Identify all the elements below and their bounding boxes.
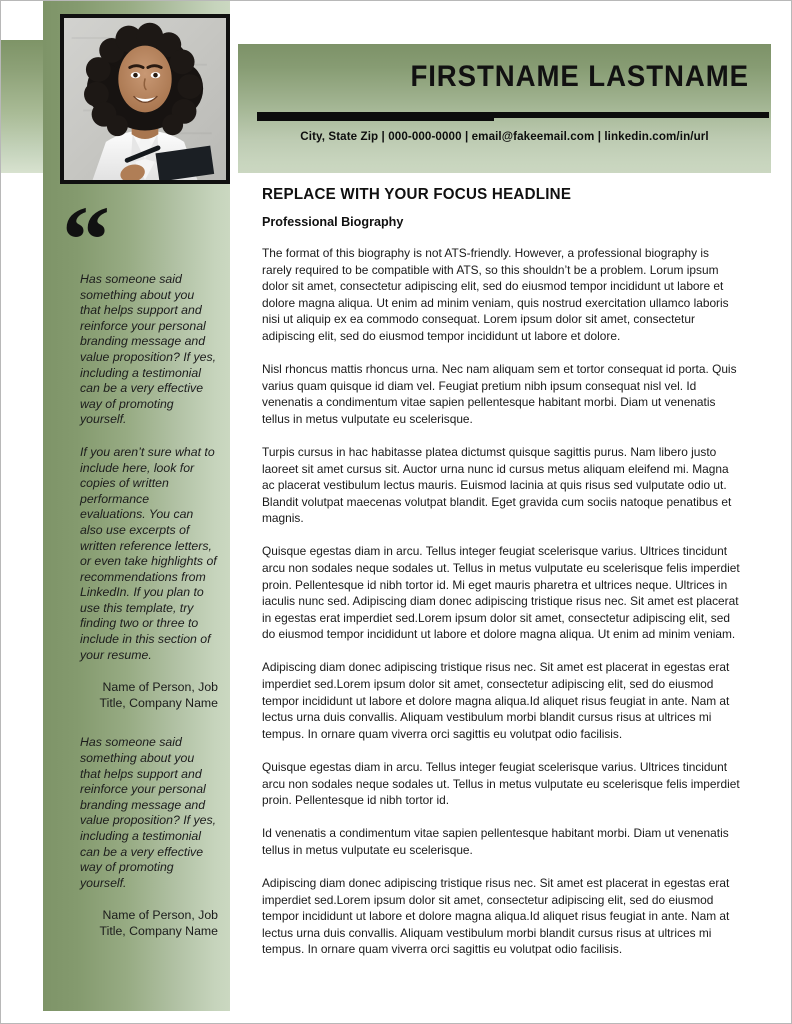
testimonial-text-3: Has someone said something about you that helps support and reinforce your personal branding message and value proposition? If yes, including a testimonial can be a very effective way of promoting yourself. xyxy=(80,735,217,890)
header-rule-thin xyxy=(257,118,494,121)
quote-mark-icon: “ xyxy=(62,186,108,293)
testimonial-text-1: Has someone said something about you that helps support and reinforce your personal branding message and value proposition? If yes, including a testimonial can be a very effective way of promoting yourself. xyxy=(80,272,217,427)
page-title: FIRSTNAME LASTNAME xyxy=(410,60,749,93)
contact-info: City, State Zip | 000-000-0000 | email@fakeemail.com | linkedin.com/in/url xyxy=(300,130,709,143)
portrait-photo-frame xyxy=(60,14,230,184)
testimonial-attribution-3: Name of Person, Job Title, Company Name xyxy=(99,908,218,938)
left-accent-band xyxy=(0,40,43,173)
testimonial-attribution-2: Name of Person, Job Title, Company Name xyxy=(99,680,218,710)
biography-paragraph: Quisque egestas diam in arcu. Tellus integer feugiat scelerisque varius. Ultrices tincidunt arcu non sodales neque sodales ut. Tellus in metus vulputate eu scelerisque felis imperdiet proin. Pellentesque id nibh tortor id. xyxy=(262,759,740,808)
biography-paragraph: The format of this biography is not ATS-friendly. However, a professional biography is rarely required to be compatible with ATS, so this shouldn’t be a problem. Lorum ipsum dolor sit amet, consectetur adipiscing elit, sed do eiusmod tempor incididunt ut labore et dolore magna aliqua. Ut enim ad minim veniam, quis nostrud exercitation ullamco laboris nisi ut aliquip ex ea commodo consequat. Lorem ipsum dolor sit amet, consectetur adipiscing elit, sed do eiusmod tempor incididunt ut labore et dolore. xyxy=(262,246,729,343)
portrait-photo xyxy=(64,18,226,180)
testimonial-text-2: If you aren’t sure what to include here, look for copies of written performance evaluations. You can also use excerpts of written reference letters, or even take highlights of recommendations from LinkedIn. If you plan to use this template, try finding two or three to include in this section of your resume. xyxy=(80,444,217,662)
biography-paragraph: Adipiscing diam donec adipiscing tristique risus nec. Sit amet est placerat in egestas erat imperdiet sed.Lorem ipsum dolor sit amet, consectetur adipiscing elit, sed do eiusmod tempor incididunt ut labore et dolore magna aliqua.Id aliquet risus feugiat in ante. Nam at lectus urna duis convallis. Aliquam vestibulum morbi blandit cursus risus at ultrices mi tempus. In ornare quam viverra orci sagittis eu volutpat odio facilisis. xyxy=(262,875,730,957)
biography-paragraph: Adipiscing diam donec adipiscing tristique risus nec. Sit amet est placerat in egestas erat imperdiet sed.Lorem ipsum dolor sit amet, consectetur adipiscing elit, sed do eiusmod tempor incididunt ut labore et dolore magna aliqua.Id aliquet risus feugiat in ante. Nam at lectus urna duis convallis. Aliquam vestibulum morbi blandit cursus risus at ultrices mi tempus. In ornare quam viverra orci sagittis eu volutpat odio facilisis. xyxy=(262,660,730,741)
biography-paragraph: Nisl rhoncus mattis rhoncus urna. Nec nam aliquam sem et tortor consequat id porta. Quis varius quam quisque id diam vel. Feugiat pretium nibh ipsum consequat nisl vel. Id venenatis a condimentum vitae sapien pellentesque habitant morbi. Diam ut venenatis tellus in metus vulputate eu scelerisque. xyxy=(262,362,737,426)
main-content xyxy=(262,186,740,958)
testimonial-list xyxy=(80,272,218,958)
focus-headline: REPLACE WITH YOUR FOCUS HEADLINE xyxy=(262,186,572,203)
biography-paragraph: Quisque egestas diam in arcu. Tellus integer feugiat scelerisque varius. Ultrices tincidunt arcu non sodales neque sodales ut. Tellus in metus vulputate eu scelerisque felis imperdiet proin. Pellentesque id nibh tortor id. Mi eget mauris pharetra et ultrices neque. Ultrices in iaculis nunc sed. Adipiscing diam donec adipiscing tristique risus nec. Sit amet est placerat in egestas erat imperdiet sed.Lorem ipsum dolor sit amet, consectetur adipiscing elit, sed do eiusmod tempor incididunt ut labore et dolore magna aliqua. Ut enim ad minim veniam. xyxy=(262,544,740,642)
biography-paragraph: Turpis cursus in hac habitasse platea dictumst quisque sagittis purus. Nam libero justo laoreet sit amet cursus sit. Auctor urna nunc id cursus metus aliquam eleifend mi. Magna ac placerat vestibulum lectus mauris. Euismod lacinia at quis risus sed vulputate odio ut. Blandit volutpat maecenas volutpat blandit. Eget gravida cum sociis natoque penatibus et magnis. xyxy=(262,444,732,526)
biography-paragraph: Id venenatis a condimentum vitae sapien pellentesque habitant morbi. Diam ut venenatis tellus in metus vulputate eu scelerisque. xyxy=(262,826,729,857)
header-band xyxy=(238,44,771,173)
section-label-biography: Professional Biography xyxy=(262,215,404,229)
